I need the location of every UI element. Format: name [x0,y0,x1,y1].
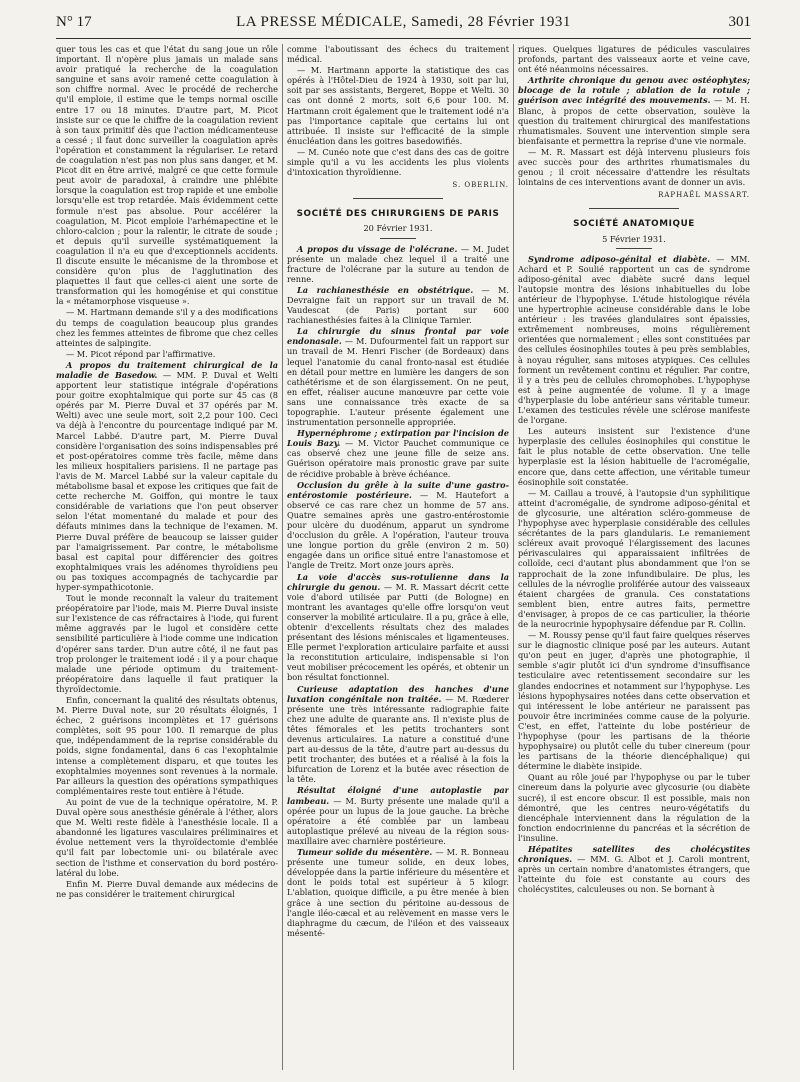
article-paragraph [287,244,509,284]
article-text: — M. H. Blanc, à propos de cette observation, soulève la question du traitement chirurgical des manifestations rhumatismales. Souvent une intervention simple sera bienfaisante et permettra la reprise d'une vie normale. [518,95,750,146]
article-paragraph [518,254,750,426]
article-paragraph [287,847,509,938]
article-paragraph [56,44,278,306]
section-heading: SOCIÉTÉ ANATOMIQUE [573,219,695,230]
article-text: — M. Picot répond par l'affirmative. [66,348,216,359]
article-paragraph [518,772,750,843]
column-divider [282,44,283,1070]
article-text: quer tous les cas et que l'état du sang joue un rôle important. Il n'opère plus jamais un malade sans avoir pratiqué la recherche de la coagulation sanguine et sans avoir ramené cette coagulation à son chiffre normal. Avec le procédé de recherche qu'il emploie, il estime que le temps normal oscille entre 17 ou 18 minutes. D'autre part, M. Picot insiste sur ce que le chiffre de la coagulation revient à son taux primitif dès que l'action médicamenteuse a cessé ; il faut donc surveiller la coagulation après l'opération et constamment la régulariser. Le retard de coagulation n'est pas non plus sans danger, et M. Picot dit en être arrivé, malgré ce que cette formule peut avoir de paradoxal, à craindre une phlébite lorsque la coagulation est trop rapide et une embolie lorsqu'elle est trop retardée. Mais évidemment cette formule n'est pas absolue. Pour accélérer la coagulation, M. Picot emploie l'arhémapectine et le chloro-calcion ; pour la ralentir, le citrate de soude ; et depuis qu'il surveille systématiquement la coagulation il n'a eu que d'exceptionnels accidents. Il discute ensuite le mécanisme de la thrombose et considère qu'on plus de l'agglutination des plaquettes il faut que celles-ci aient une sorte de transformation qui les homogénise et qui constitue la « métamorphose visqueuse ». [56,44,278,307]
page-header [56,14,751,34]
section-rule [380,238,416,239]
article-paragraph [287,44,509,64]
article-paragraph [56,695,278,796]
article-text: comme l'aboutissant des échecs du traitement médical. [287,44,509,65]
article-title: Hypernéphrome ; extirpation par l'incision de Louis Bazy. [287,428,509,449]
article-title: A propos du traitement chirurgical de la maladie de Basedow. [56,359,278,380]
article-text: — MM. P. Duval et Welti apportent leur statistique intégrale d'opérations pour goitre exophtalmique qui porte sur 45 cas (8 opérés par M. Pierre Duval et 37 opérés par M. Welti) avec une seule mort, soit 2,2 pour 100. Ceci va déjà à l'encontre du pourcentage indiqué par M. Marcel Labbé. D'autre part, M. Pierre Duval considère l'organisation des soins indispensables pré et post-opératoires comme très facile, même dans les milieux hospitaliers parisiens. Il ne partage pas l'avis de M. Marcel Labbé sur la valeur capitale du métabolisme basal et expose les critiques que fait de cette recherche M. Goiffon, qui montre le taux considérable de variations que l'on peut observer selon l'état momentané du malade et pour des défauts minimes dans la technique de l'examen. M. Pierre Duval préfère de beaucoup se laisser guider par l'amaigrissement. Par contre, le métabolisme basal est capital pour différencier des goitres exophtalmiques vrais les adénomes thyroïdiens peu ou pas toxiques accompagnés de tachycardie par hyper-sympathicotonie. [56,370,278,592]
section-date: 20 Février 1931. [363,223,433,234]
article-text: — M. Judet présente un malade chez lequel il a traité une fracture de l'olécrane par la suture au tendon de renne. [287,243,509,284]
article-paragraph [287,785,509,846]
section-separator [589,208,679,209]
section-date: 5 Février 1931. [602,233,666,244]
article-text: — M. Victor Pauchet communique ce cas observé chez une jeune fille de seize ans. Guérison opératoire mais pronostic grave par suite de récidive probable à brève échéance. [287,438,509,479]
article-text: — M. Hartmann demande s'il y a des modifications du temps de coagulation beaucoup plus grandes chez les femmes atteintes de fibrome que chez celles atteintes de salpingite. [56,307,278,348]
article-paragraph [518,147,750,187]
article-text: — M. R. Bonneau présente une tumeur solide, en deux lobes, développée dans la partie inférieure du mésentère et dont le poids total est supérieur à 5 kilogr. L'ablation, quoique difficile, a pu être menée à bien grâce à une section du péritoine au-dessous de l'angle iléo-cæcal et au relèvement en masse vers le diaphragme du cæcum, de l'iléon et des vaisseaux mésenté- [287,847,509,938]
article-text: — M. Rœderer présente une très intéressante radiographie faite chez une adulte de quarante ans. Il n'existe plus de têtes fémorales et les petits trochanters sont devenus articulaires. La nature a constitué d'une part au-dessus de la tête, d'autre part au-dessus du petit trochanter, des butées et a réalisé à la fois la bifurcation de Lorenz et la butée avec résection de la tête. [287,693,509,785]
article-title: La rachianesthésie en obstétrique. [297,284,474,295]
article-paragraph [287,572,509,683]
header-rule [56,38,751,39]
article-text: Enfin, concernant la qualité des résultats obtenus, M. Pierre Duval note, sur 20 résultats éloignés, 1 échec, 2 guérisons incomplètes et 17 guérisons complètes, soit 95 pour 100. Il remarque de plus que, indépendamment de la reprise considérable du poids, signe fondamental, dans 6 cas l'exophtalmie intense a complètement disparu, et que toutes les exophtalmies moyennes sont revenues à la normale. Par ailleurs la question des opérations sympathiques complémentaires reste tout entière à l'étude. [56,695,278,796]
article-paragraph [56,360,278,592]
section-rule [616,248,652,249]
article-paragraph [56,307,278,347]
article-paragraph [287,285,509,325]
article-title: Curieuse adaptation des hanches d'une luxation congénitale non traitée. [287,683,509,704]
article-paragraph [518,75,750,146]
article-paragraph [518,426,750,487]
article-title: Résultat éloigné d'une autoplastie par lambeau. [287,785,509,806]
article-text: — M. R. Massart est déjà intervenu plusieurs fois avec succès pour des arthrites rhumatismales du genou ; il croit nécessaire d'attendre les résultats lointains de ces interventions avant de donner un avis. [518,146,750,188]
column-right [518,44,750,1072]
article-title: La voie d'accès sus-rotulienne dans la chirurgie du genou. [287,571,509,592]
column-divider [513,44,514,1070]
article-paragraph [287,480,509,571]
article-paragraph [287,326,509,427]
page-number: 301 [728,14,751,30]
section-separator [353,198,443,199]
article-text: — M. Dufourmentel fait un rapport sur un travail de M. Henri Fischer (de Bordeaux) dans lequel l'anatomie du canal fronto-nasal est étudiée en détail pour mettre en lumière les dangers de son cathétérisme et de son élargissement. On ne peut, en effet, réaliser aucune manœuvre par cette voie sans une connaissance très exacte de sa topographie. L'auteur présente également une instrumentation personnelle appropriée. [287,336,509,428]
article-title: Arthrite chronique du genou avec ostéophytes; blocage de la rotule ; ablation de la rotule ; guérison avec intégrité des mouvements. [518,75,750,106]
column-left [56,44,278,1072]
article-text: Enfin M. Pierre Duval demande aux médecins de ne pas considérer le traitement chirurgical [56,878,278,899]
article-text: riques. Quelques ligatures de pédicules vasculaires profonds, partant des vaisseaux aorte et veine cave, ont été néanmoins nécessaires. [518,44,750,75]
article-text: — M. Hautefort a observé ce cas rare chez un homme de 57 ans. Quatre semaines après une gastro-entérostomie pour ulcère du duodénum, apparut un syndrome d'occlusion du grêle. A l'opération, l'auteur trouva une longue portion du grêle (environ 2 m. 50) engagée dans un orifice situé entre l'anastomose et l'angle de Treitz. Mort onze jours après. [287,489,509,571]
article-paragraph [56,349,278,359]
article-paragraph [518,44,750,74]
article-paragraph [287,147,509,177]
column-middle [287,44,509,1072]
article-paragraph [287,684,509,785]
article-text: — MM. Achard et P. Soulié rapportent un cas de syndrome adiposo-génital avec diabète sucré dans lequel l'autopsie montra des lésions inhabituelles du lobe antérieur de l'hypophyse. L'étude histologique révéla une hypertrophie acineuse considérable dans le lobe antérieur : les travées glandulaires sont épaissies, extrêmement nombreuses, moins régulièrement orientées que normalement ; elles sont constituées par des cellules éosinophiles toutes à peu près semblables, à noyau régulier, sans mitoses atypiques. Ces cellules forment un revêtement continu et régulier. Par contre, il y a très peu de cellules chromophobes. L'hypophyse est à peine augmentée de volume. Il y a image d'hyperplasie du lobe antérieur sans véritable tumeur. L'examen des testicules révèle une sclérose manifeste de l'organe. [518,253,750,426]
article-text: — M. Burty présente une malade qu'il a opérée pour un lupus de la joue gauche. La brèche opératoire a été comblée par un lambeau autoplastique prélevé au niveau de la région sous-maxillaire avec charnière postérieure. [287,795,509,846]
article-text: Quant au rôle joué par l'hypophyse ou par le tuber cinereum dans la polyurie avec glycosurie (ou diabète sucré), il est encore obscur. Il est possible, mais non démontré, que les centres neuro-végétatifs du diencéphale interviennent dans la régulation de la fonction endocrinienne du pancréas et la sécrétion de l'insuline. [518,772,750,843]
issue-number: N° 17 [56,14,92,30]
article-text: — MM. G. Albot et J. Caroli montrent, après un certain nombre d'anatomistes étrangers, que l'atteinte du foie est constante au cours des cholécystites, calculeuses ou non. Se bornant à [518,854,750,895]
author-signature: S. OBERLIN. [452,181,509,190]
author-signature: RAPHAËL MASSART. [658,191,750,200]
article-title: Tumeur solide du mésentère. [297,847,433,858]
article-text: — M. Caillau a trouvé, à l'autopsie d'un syphilitique atteint d'acromégalie, de syndrome adiposo-génital et de glycosurie, une altération scléro-gommeuse de l'hypophyse avec hyperplasie considérable des cellules sécrétantes de la pars glandularis. Le remaniement scléreux avait provoqué l'élargissement des lacunes périvasculaires qui apparaissaient infiltrées de colloïde, ceci d'autant plus abondamment que l'on se rapprochait de la zone infundibulaire. De plus, les cellules de la névroglie proliférée autour des vaisseaux étaient chargées de granula. Ces constatations semblent bien, entre autres faits, permettre d'envisager, à propos de ce cas particulier, la théorie de la neurocrinie hypophysaire défendue par R. Collin. [518,487,750,629]
article-text: — M. Hartmann apporte la statistique des cas opérés à l'Hôtel-Dieu de 1924 à 1930, soit par lui, soit par ses assistants, Bergeret, Boppe et Welti. 30 cas ont donné 2 morts, soit 6,6 pour 100. M. Hartmann croit également que le traitement iodé n'a pas l'importance capitale que certains lui ont attribuée. Il insiste sur l'efficacité de la simple énucléation dans les goitres basedowifiés. [287,65,509,146]
article-paragraph [56,593,278,694]
article-text: — M. Devraigne fait un rapport sur un travail de M. Vaudescat (de Paris) portant sur 600 rachianesthésies faites à la Clinique Tarnier. [287,284,509,326]
article-title: Hépatites satellites des cholécystites chroniques. [518,844,750,865]
article-text: — M. Roussy pense qu'il faut faire quelques réserves sur le diagnostic clinique posé par les auteurs. Autant qu'on peut en juger, d'après une photographie, il semble s'agir plutôt ici d'un syndrome d'insuffisance testiculaire avec retentissement secondaire sur les glandes endocrines et notamment sur l'hypophyse. Les lésions hypophysaires notées dans cette observation et qui intéressent le lobe antérieur ne paraissent pas pouvoir être incriminées comme cause de la polyurie. C'est, en effet, l'atteinte du lobe postérieur de l'hypophyse (pour les partisans de la théorie hypophysaire) ou plutôt celle du tuber cinereum (pour les partisans de la théorie diencéphalique) qui détermine le diabète insipide. [518,630,750,772]
article-text: Les auteurs insistent sur l'existence d'une hyperplasie des cellules éosinophiles qui constitue le fait le plus notable de cette observation. Une telle hyperplasie est la lésion habituelle de l'acromégalie, encore que, dans cette affection, une véritable tumeur éosinophile soit constatée. [518,426,750,487]
article-paragraph [518,630,750,771]
article-title: Occlusion du grêle à la suite d'une gastro-entérostomie postérieure. [287,479,509,500]
article-text: Au point de vue de la technique opératoire, M. P. Duval opère sous anesthésie générale à l'éther, alors que M. Welti reste fidèle à l'anesthésie locale. Il a abandonné les ligatures vasculaires préliminaires et évolue nettement vers la thyroïdectomie d'emblée qu'il fait par lobectomie uni- ou bilatérale avec section de l'isthme et conservation du bord postéro-latéral du lobe. [56,796,278,878]
article-text: — M. R. Massart décrit cette voie d'abord utilisée par Putti (de Bologne) en montrant les avantages qu'elle offre lorsqu'on veut conserver la mobilité articulaire. Il a pu, grâce à elle, obtenir d'excellents résultats chez des malades présentant des lésions méniscales et ligamenteuses. Elle permet l'exploration articulaire parfaite et aussi la reconstitution articulaire, indispensable si l'on veut mobiliser précocement les opérés, et obtenir un bon résultat fonctionnel. [287,581,509,683]
article-paragraph [518,488,750,629]
article-paragraph [56,797,278,878]
section-heading: SOCIÉTÉ DES CHIRURGIENS DE PARIS [296,209,500,220]
article-title: A propos du vissage de l'olécrane. [297,243,458,254]
article-paragraph [287,65,509,146]
article-text: — M. Cunéo note que c'est dans des cas de goitre simple qu'il a vu les accidents les plus violents d'intoxication thyroïdienne. [287,146,509,178]
article-title: Syndrome adiposo-génital et diabète. [528,253,711,264]
article-paragraph [287,428,509,478]
article-paragraph [56,879,278,899]
article-text: Tout le monde reconnaît la valeur du traitement préopératoire par l'iode, mais M. Pierre Duval insiste sur l'existence de cas réfractaires à l'iode, qui furent même aggravés par le lugol et considère cette sensibilité particulière à l'iode comme une indication d'opérer sans tarder. D'un autre côté, il ne faut pas trop prolonger le traitement iodé : il y a pour chaque malade une période optimum du traitement- préopératoire dans laquelle il faut pratiquer la thyroïdectomie. [56,593,278,694]
journal-title: LA PRESSE MÉDICALE, Samedi, 28 Février 1931 [236,14,571,30]
article-title: La chirurgie du sinus frontal par voie endonasale. [287,326,509,347]
article-paragraph [518,844,750,894]
